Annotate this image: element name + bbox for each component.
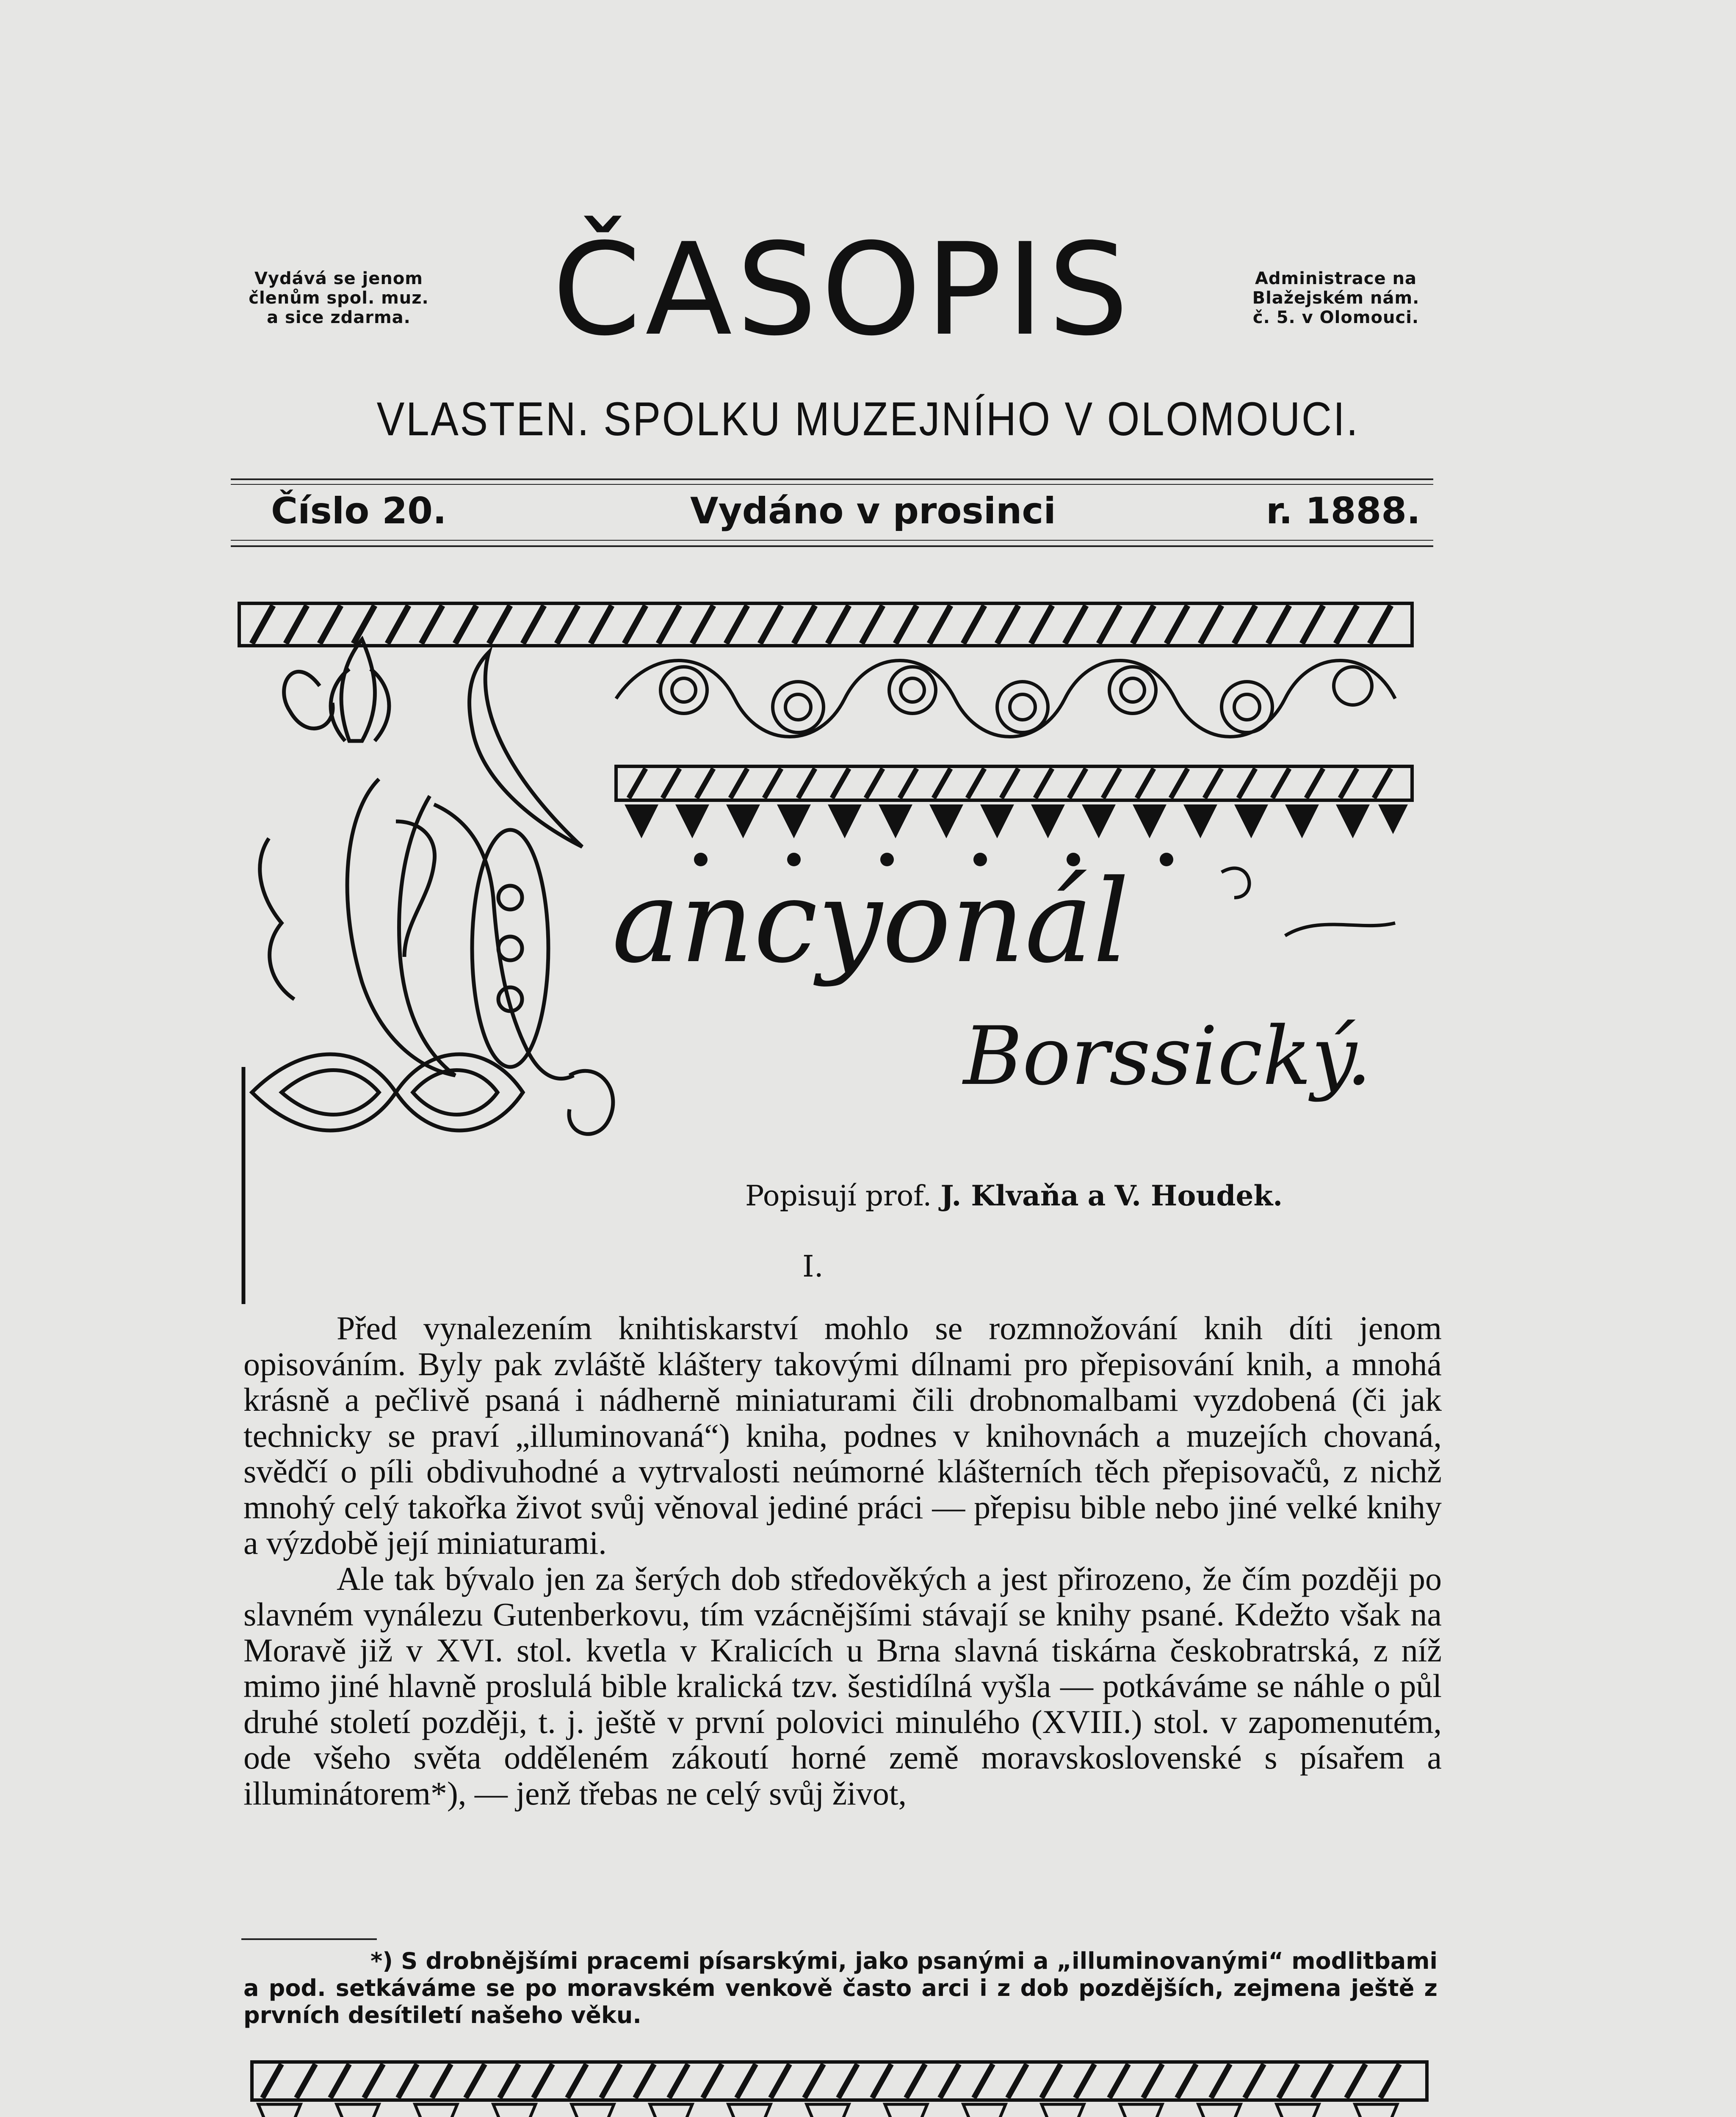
illuminated-title-line2: Borssický. (963, 1009, 1372, 1103)
footnote-text: *) S drobnějšími pracemi písarskými, jako psanými a „illuminovanými“ modlitbami a pod. setkáváme se po moravském venkově často arci i z dob pozdějších, zejmena ještě z prvních desítiletí našeho věku. (243, 1948, 1437, 2029)
left-notice-line: Vydává se jenom (254, 269, 423, 288)
journal-subtitle: VLASTEN. SPOLKU MUZEJNÍHO V OLOMOUCI. (376, 392, 1360, 445)
article-body (243, 1310, 1442, 1811)
author-2: V. Houdek. (1114, 1179, 1283, 1212)
divider-bottom (231, 540, 1433, 541)
footnote-rule (241, 1938, 377, 1940)
paragraph-2: Ale tak bývalo jen za šerých dob středověkých a jest přirozeno, že čím později po slavném vynálezu Gutenberkovu, tím vzácnějšími stávají se knihy psané. Kdežto však na Moravě již v XVI. stol. kvetla v Kralicích u Brna slavná tiskárna českobratrská, z níž mimo jiné hlavně proslulá bible kralická tzv. šestidílná vyšla — potkáváme se náhle o půl druhé století později, t. j. ještě v první polovici minulého (XVIII.) stol. v zapomenutém, ode všeho světa odděleném zákoutí horné země moravskoslovenské s písařem a illuminátorem*), — jenž třebas ne celý svůj život, (243, 1560, 1442, 1812)
byline (745, 1179, 1283, 1212)
journal-title: ČASOPIS (552, 216, 1133, 364)
issue-number: Číslo 20. (271, 490, 447, 532)
issue-date: Vydáno v prosinci (690, 490, 1056, 532)
left-notice (233, 269, 445, 327)
ornamental-footer (250, 2058, 1429, 2117)
issue-year: r. 1888. (1266, 490, 1421, 532)
left-notice-line: a sice zdarma. (267, 308, 411, 327)
left-notice-line: členům spol. muz. (249, 288, 429, 308)
divider-top (231, 478, 1433, 480)
paragraph-1: Před vynalezením knihtiskarství mohlo se rozmnožování knih díti jenom opisováním. Byly pak zvláště kláštery takovými dílnami pro přepisování knih, a mnohá krásně a pečlivě psaná i nádherně miniaturami čili drobnomalbami vyzdobená (či jak technicky se praví „illuminovaná“) kniha, podnes v knihovnách a muzejích chovaná, svědčí o píli obdivuhodné a vytrvalosti neúmorné klášterních těch přepisovačů, z nichž mnohý celý takořka život svůj věnoval jediné práci — přepisu bible nebo jiné velké knihy a výzdobě její miniaturami. (243, 1310, 1442, 1561)
right-notice (1230, 269, 1442, 327)
divider-bottom-thick (231, 545, 1433, 547)
byline-conj: a (1087, 1179, 1106, 1212)
illuminated-title-line1: ancyonál (612, 855, 1130, 988)
right-notice-line: č. 5. v Olomouci. (1252, 308, 1419, 327)
footnote (243, 1948, 1437, 2029)
right-notice-line: Administrace na (1255, 269, 1417, 288)
author-1: J. Klvaňa (940, 1179, 1079, 1212)
byline-prefix: Popisují prof. (745, 1180, 932, 1212)
divider-top-thin (231, 484, 1433, 485)
section-number: I. (802, 1249, 824, 1284)
right-notice-line: Blažejském nám. (1252, 288, 1420, 308)
